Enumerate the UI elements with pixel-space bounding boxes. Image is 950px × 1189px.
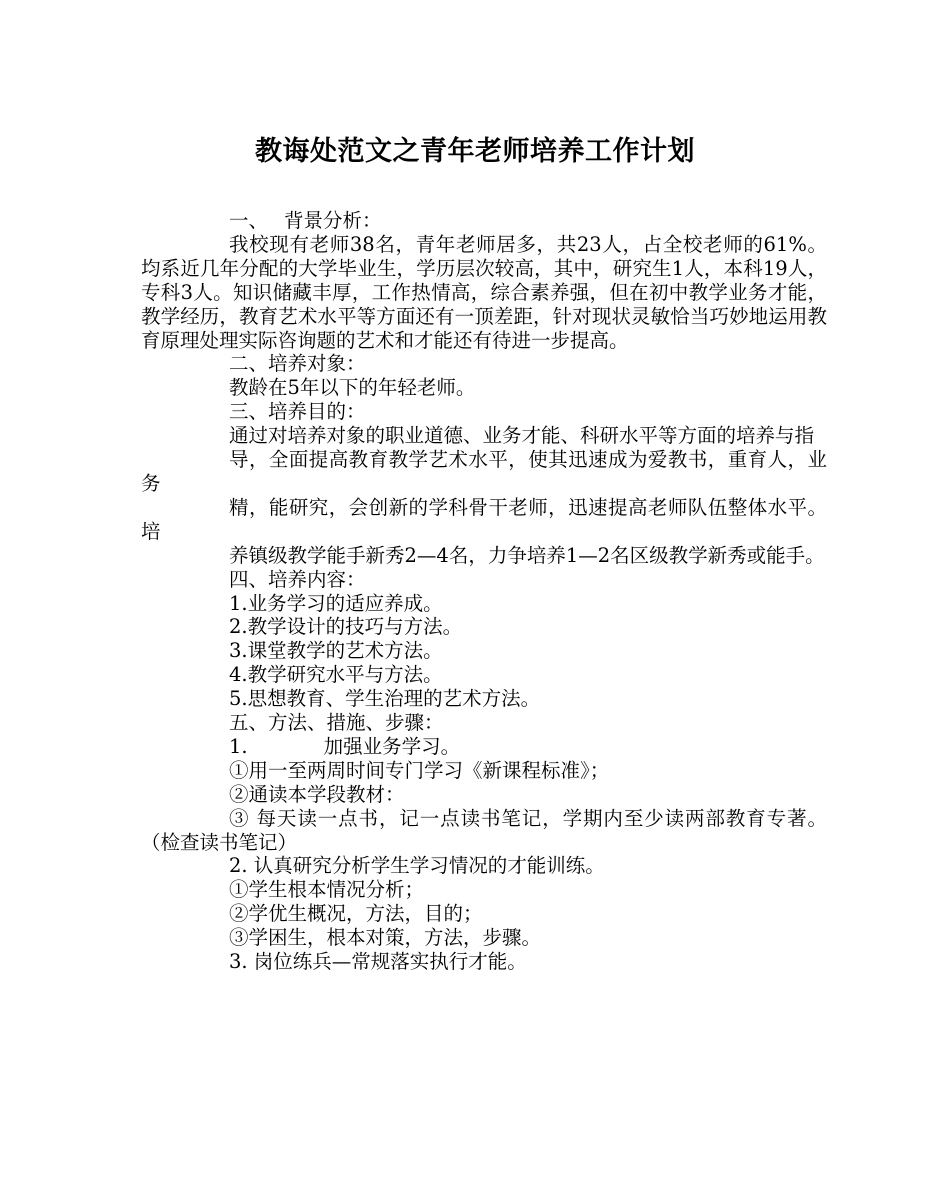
content-item-5: 5.思想教育、学生治理的艺术方法。 — [229, 687, 541, 711]
paragraph-goal-part-1: 通过对培养对象的职业道德、业务才能、科研水平等方面的培养与指 — [229, 424, 815, 448]
method-item-1c: ③ 每天读一点书，记一点读书笔记，学期内至少读两部教育专著。（检查读书笔记） — [141, 806, 827, 854]
content-item-3: 3.课堂教学的艺术方法。 — [229, 639, 443, 663]
heading-marker: 一、 — [229, 209, 269, 232]
content-item-4: 4.教学研究水平与方法。 — [229, 663, 443, 687]
method-item-2b: ②学优生概况，方法，目的； — [229, 902, 483, 926]
content-item-2: 2.教学设计的技巧与方法。 — [229, 615, 463, 639]
heading-text: 背景分析： — [284, 209, 382, 232]
heading-training-goal: 三、培养目的： — [229, 400, 366, 424]
method-item-1a: ①用一至两周时间专门学习《新课程标准》； — [229, 758, 610, 782]
method-item-1 — [141, 735, 827, 759]
method-item-1b: ②通读本学段教材： — [229, 782, 405, 806]
heading-training-content: 四、培养内容： — [229, 567, 366, 591]
heading-methods: 五、方法、措施、步骤： — [229, 711, 444, 735]
paragraph-goal-part-2: 导，全面提高教育教学艺术水平，使其迅速成为爱教书，重育人，业务 — [141, 448, 827, 495]
document-body — [141, 209, 827, 974]
method-item-2c: ③学困生，根本对策，方法，步骤。 — [229, 926, 542, 950]
paragraph-goal-part-3: 精，能研究，会创新的学科骨干老师，迅速提高老师队伍整体水平。培 — [141, 495, 827, 543]
method-marker: 1. — [229, 734, 248, 758]
method-item-2: 2. 认真研究分析学生学习情况的才能训练。 — [229, 854, 605, 878]
paragraph-goal-part-4: 养镇级教学能手新秀2—4名，力争培养1—2名区级教学新秀或能手。 — [229, 543, 825, 567]
document-title: 教诲处范文之青年老师培养工作计划 — [255, 136, 695, 167]
method-item-2a: ①学生根本情况分析； — [229, 878, 425, 902]
paragraph-background: 我校现有老师38名，青年老师居多，共23人，占全校老师的61%。均系近几年分配的大学毕业生，学历层次较高，其中，研究生1人，本科19人，专科3人。知识储藏丰厚，工作热情高，综合素养强，但在初中教学业务才能，教学经历，教育艺术水平等方面还有一顶差距，针对现状灵敏恰当巧妙地运用教育原理处理实际咨询题的艺术和才能还有待进一步提高。 — [141, 232, 827, 352]
method-item-3: 3. 岗位练兵—常规落实执行才能。 — [229, 950, 527, 974]
method-text: 加强业务学习。 — [323, 734, 461, 758]
heading-background — [141, 209, 827, 233]
paragraph-target-group: 教龄在5年以下的年轻老师。 — [229, 376, 476, 400]
heading-target-group: 二、培养对象： — [229, 352, 366, 376]
content-item-1: 1.业务学习的适应养成。 — [229, 591, 443, 615]
